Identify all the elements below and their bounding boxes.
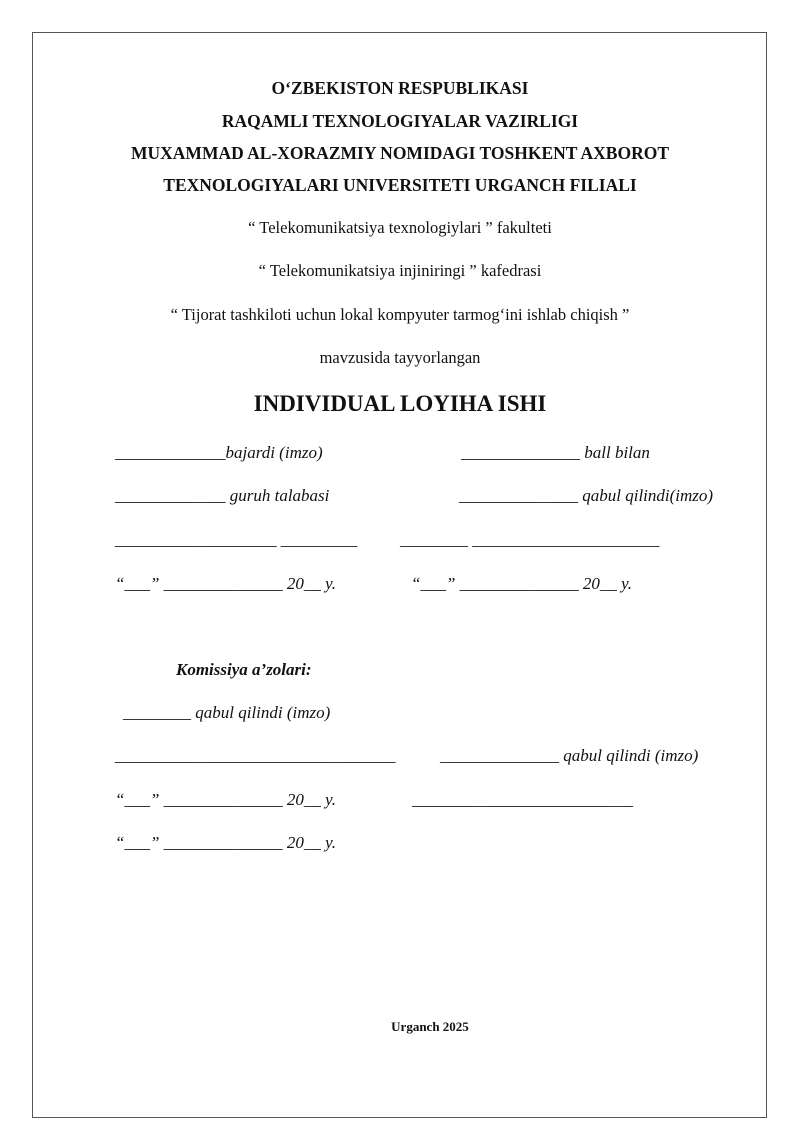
commission-signature-line: __________________________: [412, 790, 633, 809]
header-line-university: MUXAMMAD AL-XORAZMIY NOMIDAGI TOSHKENT AXBOROT: [131, 143, 669, 163]
header-line-country: O‘ZBEKISTON RESPUBLIKASI: [271, 78, 529, 98]
header-line-ministry: RAQAMLI TEXNOLOGIYALAR VAZIRLIGI: [221, 111, 579, 131]
name-line-right: ________ ______________________: [400, 530, 660, 549]
commission-date-line-1: “___” ______________ 20__ y.: [115, 790, 337, 809]
score-field: ______________ ball bilan: [461, 443, 650, 462]
commission-accepted-2: ______________ qabul qilindi (imzo): [440, 746, 699, 765]
performed-by-signature: _____________bajardi (imzo): [115, 443, 323, 462]
date-line-right: “___” ______________ 20__ y.: [411, 574, 633, 593]
topic-line: “ Tijorat tashkiloti uchun lokal kompyuter tarmog‘ini ishlab chiqish ”: [170, 305, 630, 324]
document-title: INDIVIDUAL LOYIHA ISHI: [253, 391, 547, 416]
date-line-left: “___” ______________ 20__ y.: [115, 574, 337, 593]
name-line-left: ___________________ _________: [115, 530, 358, 549]
topic-suffix-line: mavzusida tayyorlangan: [319, 348, 481, 367]
commission-date-line-2: “___” ______________ 20__ y.: [115, 833, 337, 852]
commission-name-line: _________________________________: [115, 746, 396, 765]
department-line: “ Telekomunikatsiya injiniringi ” kafedrasi: [258, 261, 542, 280]
footer-city-year: Urganch 2025: [391, 1019, 469, 1034]
accepted-signature: ______________ qabul qilindi(imzo): [459, 486, 714, 505]
faculty-line: “ Telekomunikatsiya texnologiylari ” fakulteti: [248, 218, 552, 237]
group-student-field: _____________ guruh talabasi: [115, 486, 330, 505]
commission-heading: Komissiya a’zolari:: [176, 660, 312, 679]
commission-accepted-1: ________ qabul qilindi (imzo): [123, 703, 331, 722]
header-line-branch: TEXNOLOGIYALARI UNIVERSITETI URGANCH FILIALI: [163, 175, 637, 195]
